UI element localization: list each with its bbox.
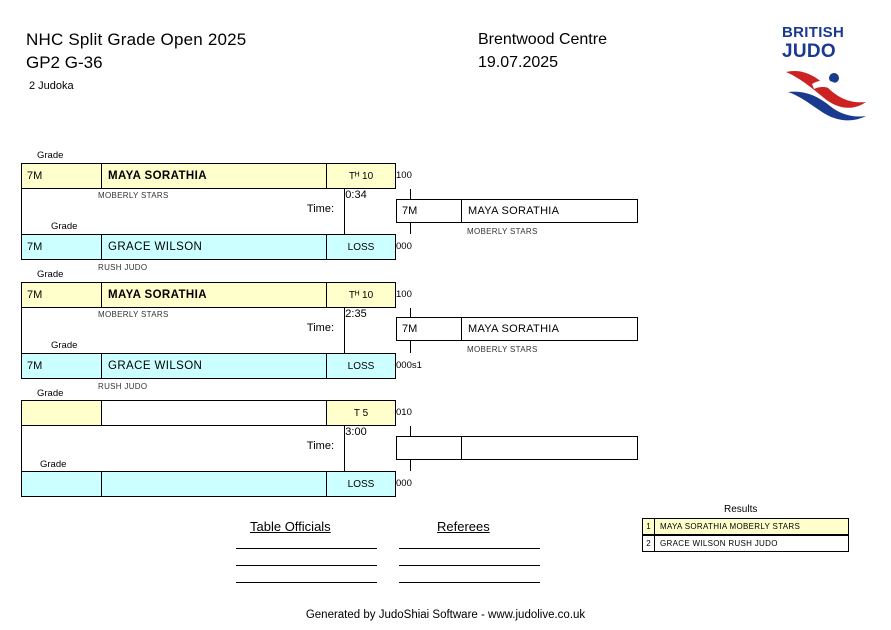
event-title: NHC Split Grade Open 2025 [26,30,247,49]
table-officials-line-2 [236,565,377,566]
winner-grade: 7M [397,318,462,340]
competitor-name: MAYA SORATHIA [102,283,327,307]
grade-label: Grade [40,459,67,470]
competitor-score: LOSS [347,360,375,372]
result-name: MAYA SORATHIA MOBERLY STARS [660,522,801,531]
match-row-competitor [21,163,396,189]
referees-line-1 [399,548,540,549]
competitor-score: LOSS [347,241,375,253]
match-row-competitor [21,234,396,260]
grade-label: Grade [51,340,78,351]
british-judo-logo [782,24,872,124]
winner-grade: 7M [397,200,462,222]
table-officials-line-1 [236,548,377,549]
competitor-points: 000s1 [396,360,422,371]
competitor-points: 010 [396,407,412,418]
referees-line-2 [399,565,540,566]
winner-row [396,317,638,341]
results-row [642,518,849,535]
result-rank: 1 [643,519,655,534]
competitor-name: GRACE WILSON [102,235,327,259]
competitor-club: RUSH JUDO [98,382,148,391]
competitor-club: RUSH JUDO [98,263,148,272]
competitor-grade: 7M [22,354,102,378]
winner-name [462,437,637,459]
table-officials-title: Table Officials [250,519,331,534]
event-category: GP2 G-36 [26,53,103,72]
logo-line-1: BRITISH [782,24,845,41]
match-row-competitor [21,400,396,426]
grade-label: Grade [51,221,78,232]
winner-grade [397,437,462,459]
competitor-grade: 7M [22,235,102,259]
results-row [642,535,849,552]
competitor-grade: 7M [22,164,102,188]
match-time-value: 3:00 [345,426,367,438]
judoka-count: 2 Judoka [29,80,74,92]
winner-name: MAYA SORATHIA [468,205,560,217]
grade-label: Grade [37,269,64,280]
winner-row [396,436,638,460]
match-row-competitor [21,282,396,308]
competitor-grade: 7M [22,283,102,307]
competitor-grade [22,401,102,425]
referees-line-3 [399,582,540,583]
competitor-points: 100 [396,170,412,181]
match-row-competitor [21,353,396,379]
result-name: GRACE WILSON RUSH JUDO [660,539,778,548]
winner-club: MOBERLY STARS [467,227,538,236]
referees-title: Referees [437,519,490,534]
competitor-points: 000 [396,478,412,489]
competitor-points: 000 [396,241,412,252]
competitor-name [102,472,327,496]
competitor-club: MOBERLY STARS [98,191,169,200]
competitor-name: MAYA SORATHIA [102,164,327,188]
match-row-competitor [21,471,396,497]
match-time-value: 2:35 [345,308,367,320]
match-time-value: 0:34 [345,189,367,201]
competitor-points: 100 [396,289,412,300]
competitor-name: GRACE WILSON [102,354,327,378]
competitor-club: MOBERLY STARS [98,310,169,319]
footer-text: Generated by JudoShiai Software - www.judolive.co.uk [305,609,586,621]
winner-club: MOBERLY STARS [467,345,538,354]
logo-line-2: JUDO [782,41,836,62]
time-label: Time: [306,322,334,334]
competitor-score: Tᴴ 10 [348,289,374,301]
event-date: 19.07.2025 [478,54,559,71]
grade-label: Grade [37,150,64,161]
competitor-score: LOSS [347,478,375,490]
winner-name: MAYA SORATHIA [468,323,560,335]
judoka-figure-icon [782,62,872,124]
grade-label: Grade [37,388,64,399]
competitor-score: Tᴴ 10 [348,170,374,182]
time-label: Time: [306,440,334,452]
result-rank: 2 [643,536,655,551]
event-venue: Brentwood Centre [478,31,607,48]
table-officials-line-3 [236,582,377,583]
winner-row [396,199,638,223]
time-label: Time: [306,203,334,215]
competitor-name [102,401,327,425]
results-title: Results [724,504,758,515]
competitor-score: T 5 [353,407,369,419]
competitor-grade [22,472,102,496]
